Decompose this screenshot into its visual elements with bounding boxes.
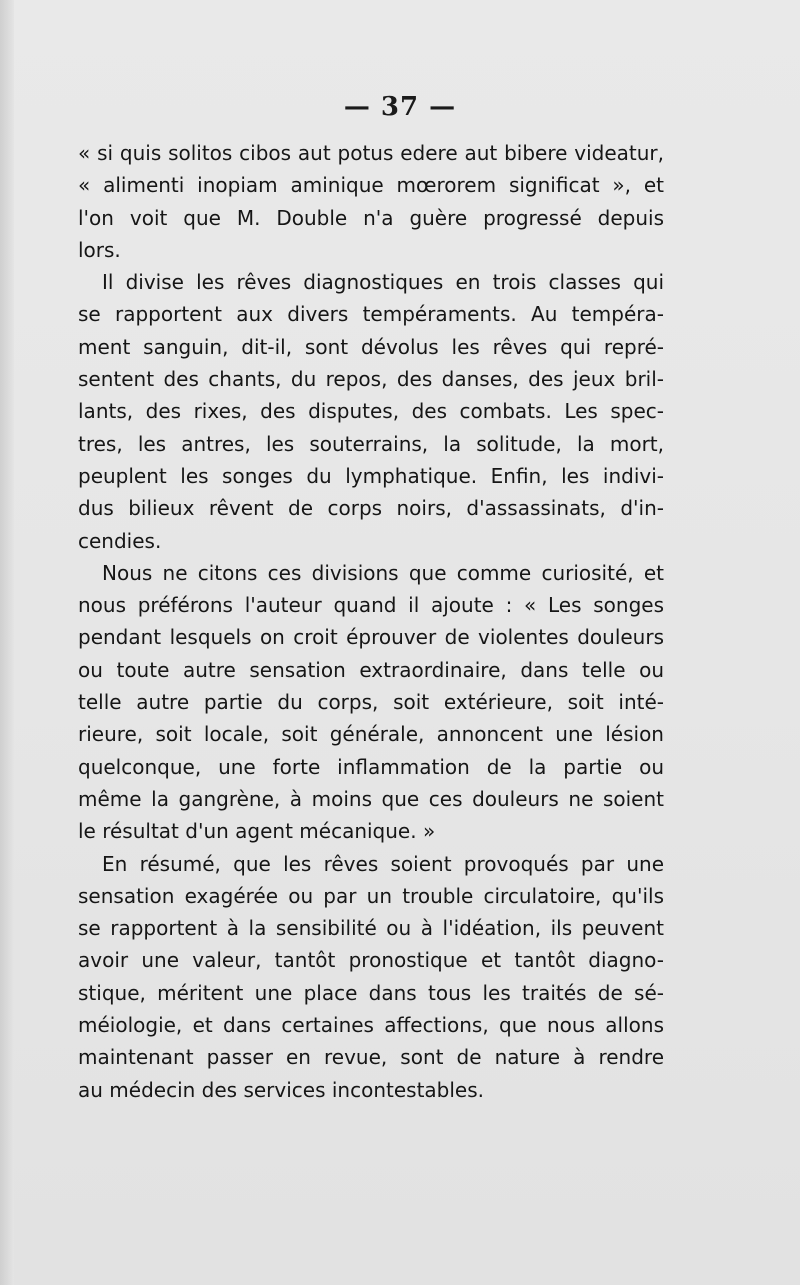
page-edge-shadow	[0, 0, 14, 1285]
text-line: telle autre partie du corps, soit extérieure, soit inté-	[78, 690, 664, 715]
text-line: le résultat d'un agent mécanique. »	[78, 819, 436, 844]
text-line: rieure, soit locale, soit générale, annoncent une lésion	[78, 722, 664, 747]
text-line: En résumé, que les rêves soient provoqués par une	[102, 851, 664, 876]
page-number: — 37 —	[343, 92, 457, 122]
text-line: se rapportent à la sensibilité ou à l'idéation, ils peuvent	[78, 916, 664, 941]
text-line: lants, des rixes, des disputes, des combats. Les spec-	[78, 399, 664, 424]
text-line: « alimenti inopiam aminique mœrorem significat », et	[78, 173, 664, 198]
body-text	[78, 137, 664, 1106]
text-line: dus bilieux rêvent de corps noirs, d'assassinats, d'in-	[78, 496, 664, 521]
text-line: Nous ne citons ces divisions que comme curiosité, et	[102, 560, 664, 585]
text-line: lors.	[78, 237, 121, 262]
text-line: se rapportent aux divers tempéraments. Au tempéra-	[78, 302, 664, 327]
text-line: cendies.	[78, 528, 162, 553]
text-line: sensation exagérée ou par un trouble circulatoire, qu'ils	[78, 883, 664, 908]
text-line: Il divise les rêves diagnostiques en trois classes qui	[102, 270, 664, 295]
text-line: quelconque, une forte inflammation de la partie ou	[78, 754, 664, 779]
text-line: maintenant passer en revue, sont de nature à rendre	[78, 1045, 664, 1070]
text-line: stique, méritent une place dans tous les traités de sé-	[78, 980, 664, 1005]
text-line: nous préférons l'auteur quand il ajoute : « Les songes	[78, 593, 664, 618]
text-line: pendant lesquels on croit éprouver de violentes douleurs	[78, 625, 664, 650]
text-line: tres, les antres, les souterrains, la solitude, la mort,	[78, 431, 664, 456]
text-line: sentent des chants, du repos, des danses, des jeux bril-	[78, 367, 664, 392]
text-line: au médecin des services incontestables.	[78, 1077, 484, 1102]
text-line: « si quis solitos cibos aut potus edere aut bibere videatur,	[78, 141, 664, 165]
text-line: méiologie, et dans certaines affections, que nous allons	[78, 1013, 664, 1038]
text-line: ment sanguin, dit-il, sont dévolus les rêves qui repré-	[78, 334, 664, 359]
text-line: peuplent les songes du lymphatique. Enfin, les indivi-	[78, 463, 664, 488]
text-line: même la gangrène, à moins que ces douleurs ne soient	[78, 786, 664, 811]
text-line: avoir une valeur, tantôt pronostique et tantôt diagno-	[78, 948, 664, 973]
text-line: l'on voit que M. Double n'a guère progressé depuis	[78, 205, 664, 230]
text-line: ou toute autre sensation extraordinaire, dans telle ou	[78, 657, 664, 682]
